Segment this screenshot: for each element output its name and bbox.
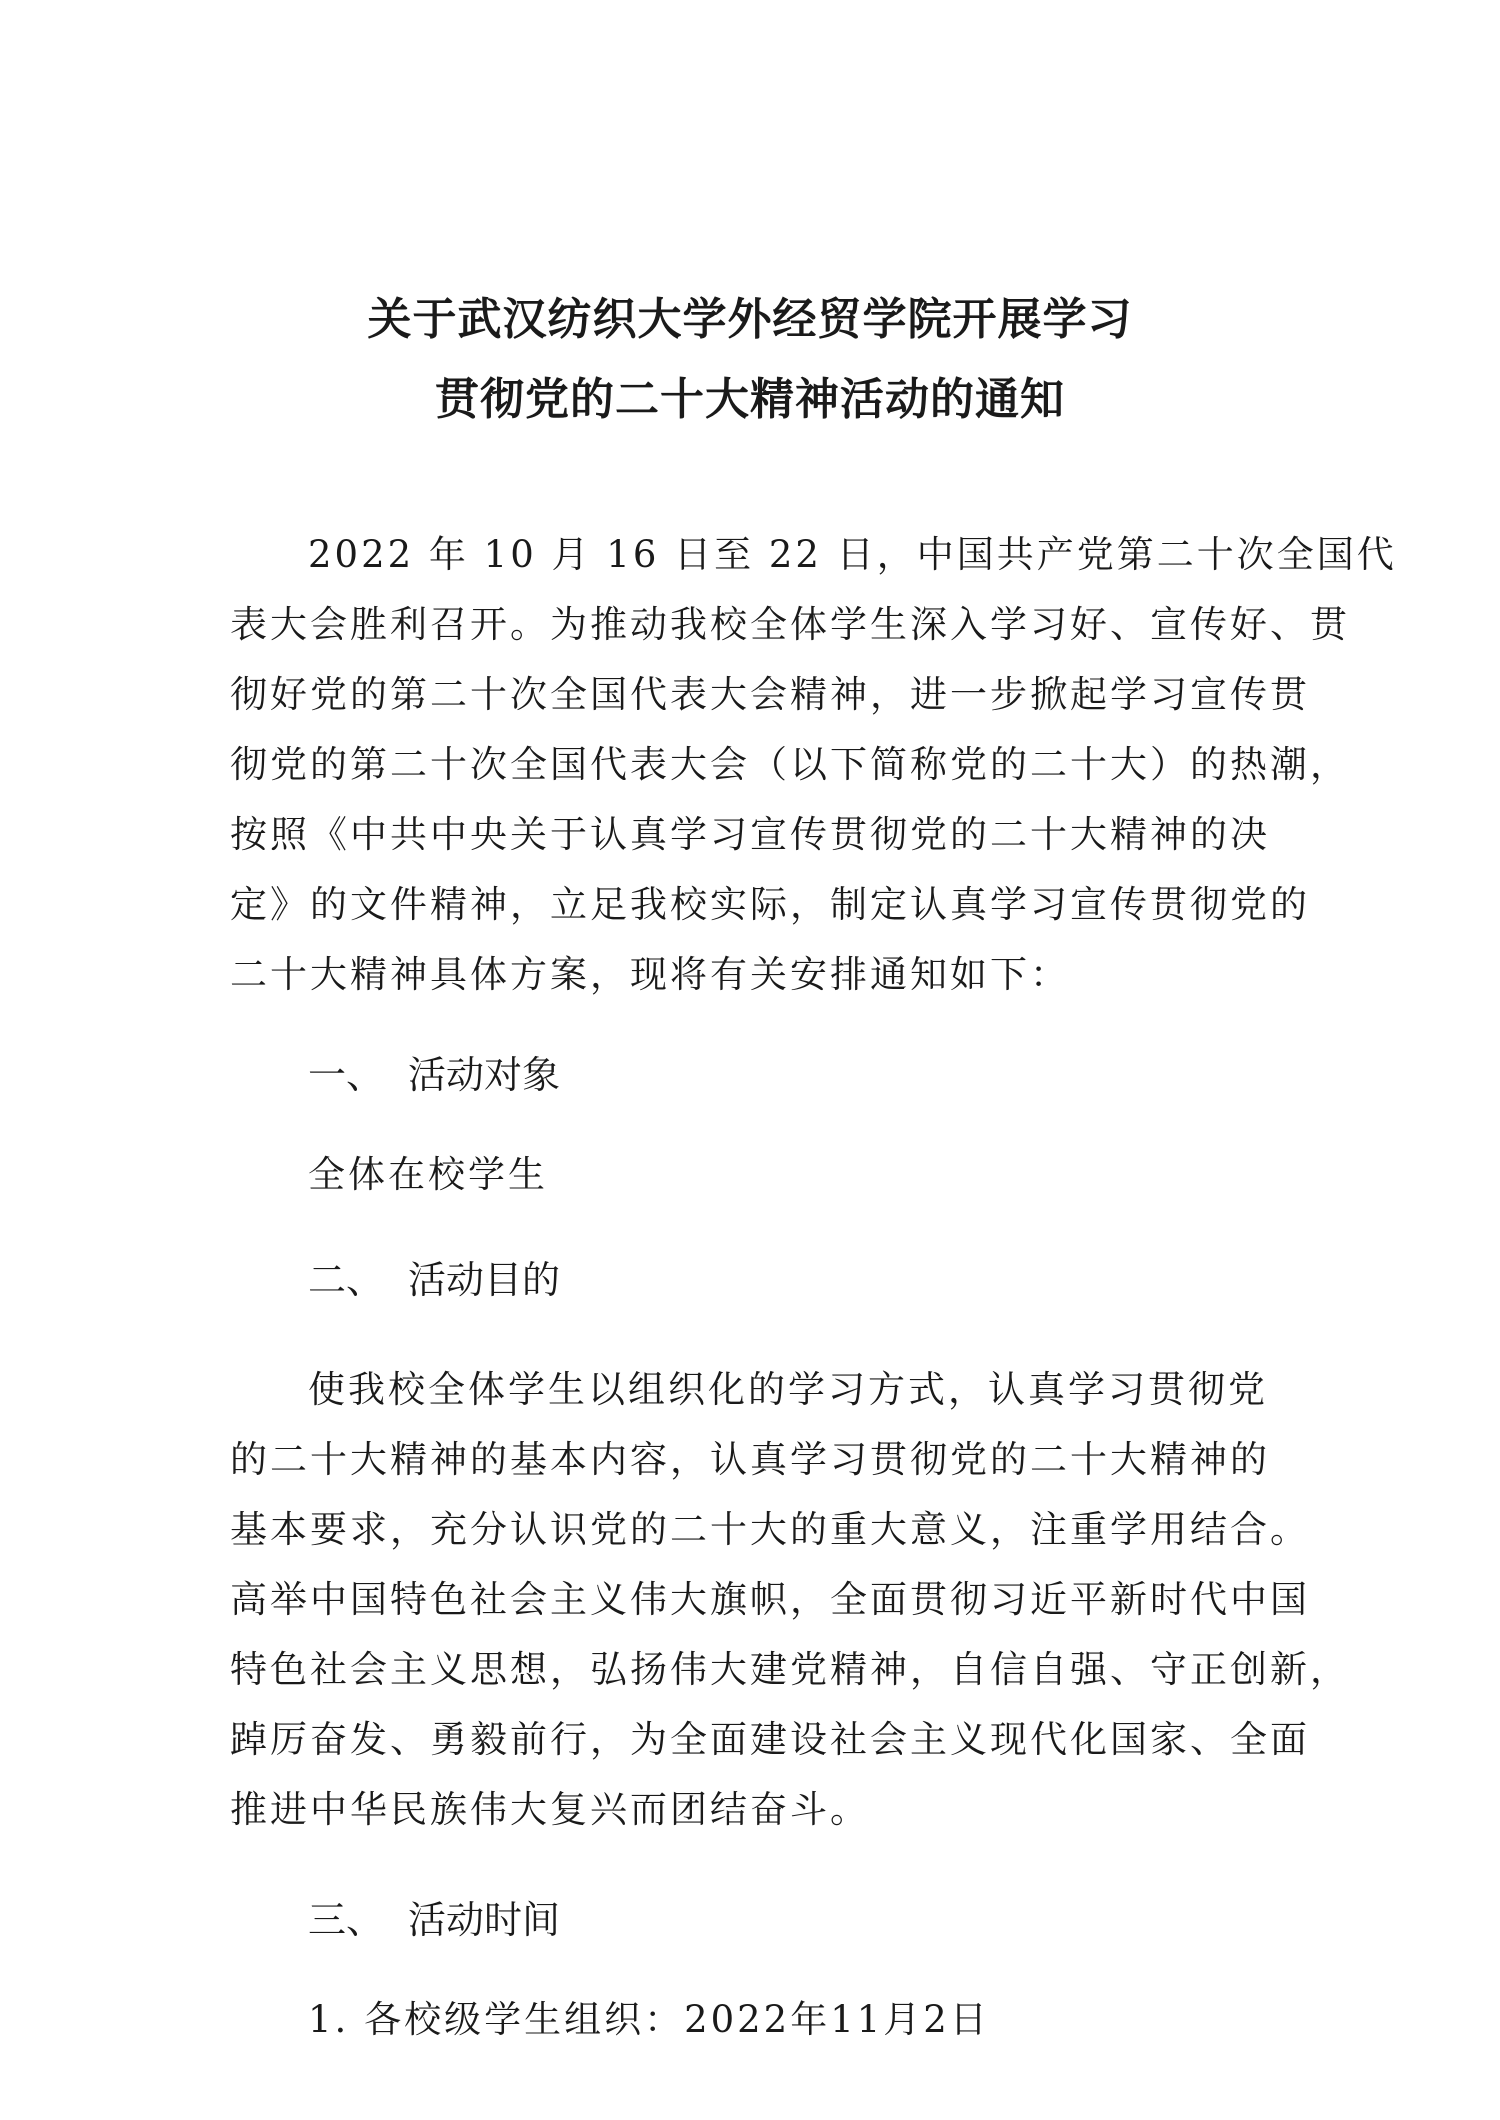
section-2-line: 使我校全体学生以组织化的学习方式，认真学习贯彻党 xyxy=(308,1368,1268,1411)
section-heading-1 xyxy=(308,1050,560,1100)
intro-paragraph-line: 彻好党的第二十次全国代表大会精神，进一步掀起学习宣传贯 xyxy=(230,673,1310,716)
intro-paragraph-line: 按照《中共中央关于认真学习宣传贯彻党的二十大精神的决 xyxy=(230,813,1270,856)
section-2-line: 特色社会主义思想，弘扬伟大建党精神，自信自强、守正创新， xyxy=(230,1648,1350,1691)
section-number: 一、 xyxy=(308,1053,385,1097)
section-3-line: 1. 各校级学生组织：2022年11月2日 xyxy=(308,1998,990,2041)
document-title-line-2: 贯彻党的二十大精神活动的通知 xyxy=(435,374,1065,425)
intro-paragraph-line: 定》的文件精神，立足我校实际，制定认真学习宣传贯彻党的 xyxy=(230,883,1310,926)
section-title: 活动目的 xyxy=(408,1258,561,1302)
intro-paragraph-line: 表大会胜利召开。为推动我校全体学生深入学习好、宣传好、贯 xyxy=(230,603,1350,646)
intro-paragraph-line: 二十大精神具体方案，现将有关安排通知如下： xyxy=(230,953,1070,996)
section-2-line: 高举中国特色社会主义伟大旗帜，全面贯彻习近平新时代中国 xyxy=(230,1578,1310,1621)
intro-paragraph-line: 彻党的第二十次全国代表大会（以下简称党的二十大）的热潮， xyxy=(230,743,1350,786)
section-title: 活动对象 xyxy=(408,1053,561,1097)
section-1-line: 全体在校学生 xyxy=(308,1153,548,1196)
section-heading-2 xyxy=(308,1255,560,1305)
section-2-line: 基本要求，充分认识党的二十大的重大意义，注重学用结合。 xyxy=(230,1508,1310,1551)
section-2-line: 的二十大精神的基本内容，认真学习贯彻党的二十大精神的 xyxy=(230,1438,1270,1481)
section-title: 活动时间 xyxy=(408,1898,561,1942)
intro-paragraph-line: 2022 年 10 月 16 日至 22 日，中国共产党第二十次全国代 xyxy=(308,533,1397,576)
document-title-line-1: 关于武汉纺织大学外经贸学院开展学习 xyxy=(367,294,1133,345)
section-number: 二、 xyxy=(308,1258,385,1302)
section-heading-3 xyxy=(308,1895,560,1945)
section-number: 三、 xyxy=(308,1898,385,1942)
section-2-line: 踔厉奋发、勇毅前行，为全面建设社会主义现代化国家、全面 xyxy=(230,1718,1310,1761)
section-2-line: 推进中华民族伟大复兴而团结奋斗。 xyxy=(230,1788,870,1831)
